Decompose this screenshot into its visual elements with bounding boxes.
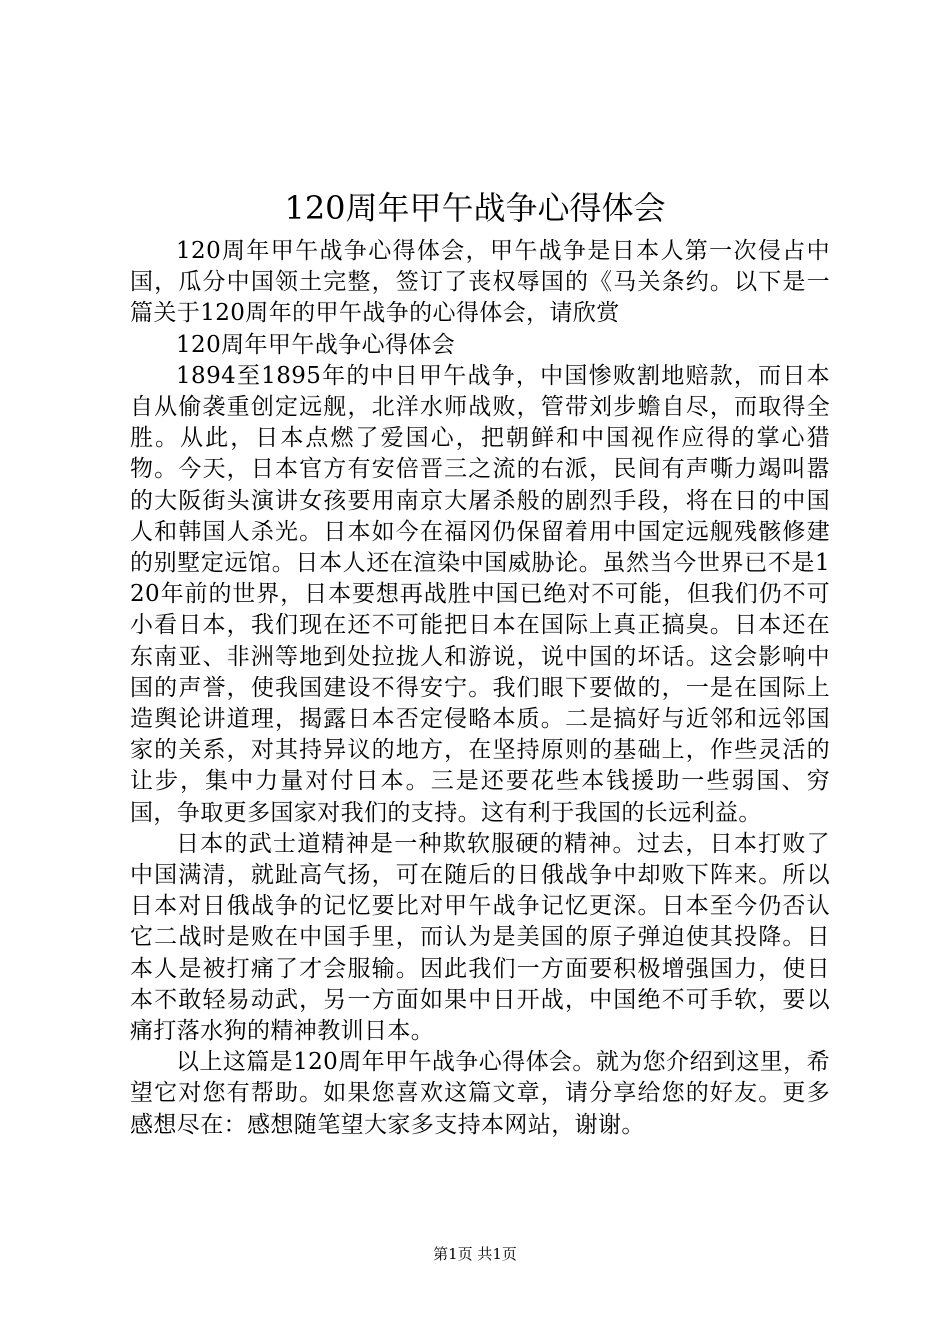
intro-paragraph: 120周年甲午战争心得体会，甲午战争是日本人第一次侵占中国，瓜分中国领土完整，签订了丧权辱国的《马关条约。以下是一篇关于120周年的甲午战争的心得体会，请欣赏 bbox=[130, 238, 830, 327]
subtitle-paragraph: 120周年甲午战争心得体会 bbox=[176, 331, 456, 358]
body-paragraph-bushido: 日本的武士道精神是一种欺软服硬的精神。过去，日本打败了中国满清，就趾高气扬，可在随后的日俄战争中却败下阵来。所以日本对日俄战争的记忆要比对甲午战争记忆更深。日本至今仍否认它二战时是败在中国手里，而认为是美国的原子弹迫使其投降。日本人是被打痛了才会服输。因此我们一方面要积极增强国力，使日本不敢轻易动武，另一方面如果中日开战，中国绝不可手软，要以痛打落水狗的精神教训日本。 bbox=[130, 830, 830, 1045]
page-number-footer: 第1页 共1页 bbox=[433, 1245, 517, 1263]
document-body bbox=[130, 236, 830, 1141]
document-title: 120周年甲午战争心得体会 bbox=[284, 189, 666, 227]
body-paragraph-history: 1894至1895年的中日甲午战争，中国惨败割地赔款，而日本自从偷袭重创定远舰，北洋水师战败，管带刘步蟾自尽，而取得全胜。从此，日本点燃了爱国心，把朝鲜和中国视作应得的掌心猎物。今天，日本官方有安倍晋三之流的右派，民间有声嘶力竭叫嚣的大阪街头演讲女孩要用南京大屠杀般的剧烈手段，将在日的中国人和韩国人杀光。日本如今在福冈仍保留着用中国定远舰残骸修建的别墅定远馆。日本人还在渲染中国威胁论。虽然当今世界已不是120年前的世界，日本要想再战胜中国已绝对不可能，但我们仍不可小看日本，我们现在还不可能把日本在国际上真正搞臭。日本还在东南亚、非洲等地到处拉拢人和游说，说中国的坏话。这会影响中国的声誉，使我国建设不得安宁。我们眼下要做的，一是在国际上造舆论讲道理，揭露日本否定侵略本质。二是搞好与近邻和远邻国家的关系，对其持异议的地方，在坚持原则的基础上，作些灵活的让步，集中力量对付日本。三是还要花些本钱援助一些弱国、穷国，争取更多国家对我们的支持。这有利于我国的长远利益。 bbox=[130, 362, 830, 826]
closing-paragraph: 以上这篇是120周年甲午战争心得体会。就为您介绍到这里，希望它对您有帮助。如果您喜欢这篇文章，请分享给您的好友。更多感想尽在：感想随笔望大家多支持本网站，谢谢。 bbox=[130, 1049, 830, 1138]
